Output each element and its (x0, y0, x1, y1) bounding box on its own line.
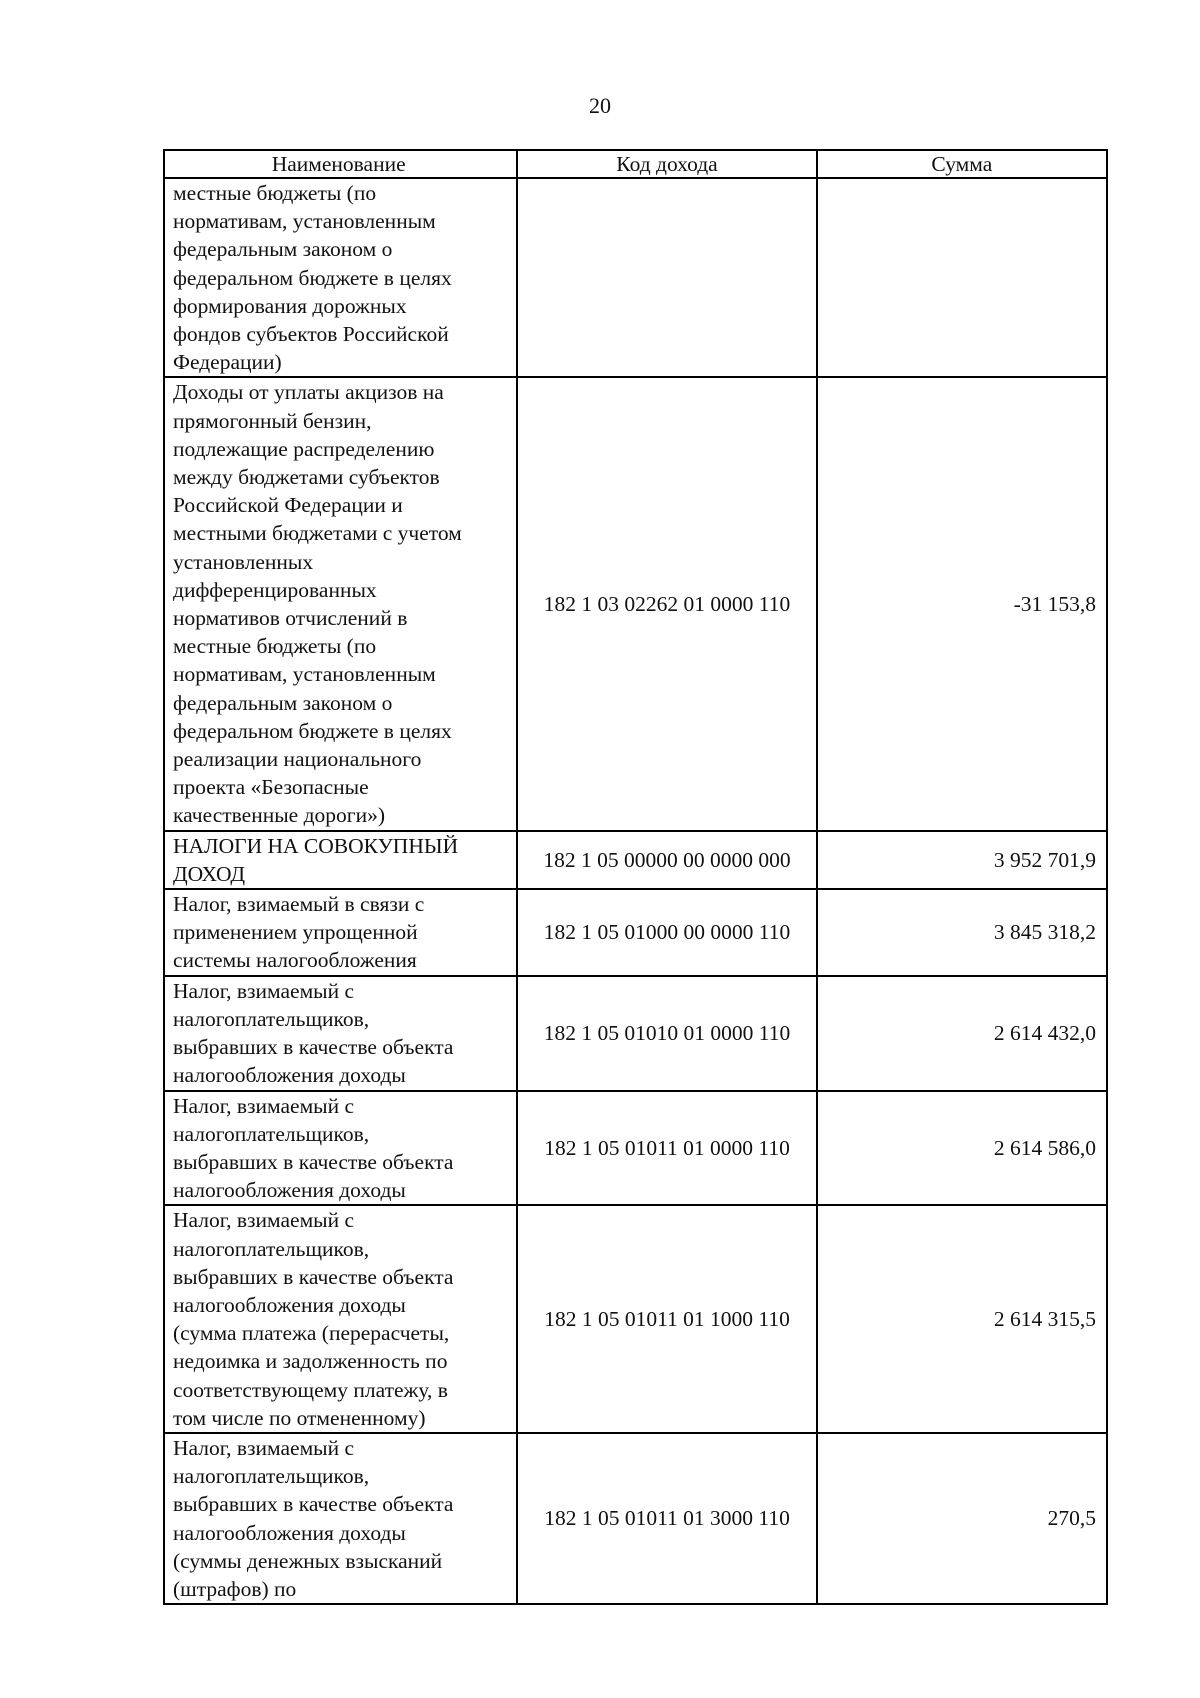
revenue-table (163, 149, 1108, 1605)
table-row (164, 377, 1107, 830)
row-name-cell: Налог, взимаемый в связи с применением упрощенной системы налогообложения (164, 889, 517, 976)
row-sum-cell (817, 178, 1107, 377)
row-sum-cell: 3 845 318,2 (817, 889, 1107, 976)
row-code-cell (517, 178, 816, 377)
table-header-row (164, 150, 1107, 178)
row-code-cell: 182 1 05 01000 00 0000 110 (517, 889, 816, 976)
table-row (164, 831, 1107, 889)
row-sum-cell: 2 614 586,0 (817, 1091, 1107, 1206)
header-code: Код дохода (517, 150, 816, 178)
page-number: 20 (589, 93, 611, 118)
row-code-cell: 182 1 05 01011 01 1000 110 (517, 1205, 816, 1433)
row-name-cell: Налог, взимаемый с налогоплательщиков, выбравших в качестве объекта налогообложения доходы (164, 1091, 517, 1206)
table-row (164, 889, 1107, 976)
row-code-cell: 182 1 03 02262 01 0000 110 (517, 377, 816, 830)
row-sum-cell: 2 614 315,5 (817, 1205, 1107, 1433)
table-row (164, 1433, 1107, 1604)
row-code-cell: 182 1 05 01011 01 0000 110 (517, 1091, 816, 1206)
table-row (164, 1205, 1107, 1433)
header-name: Наименование (164, 150, 517, 178)
row-code-cell: 182 1 05 01011 01 3000 110 (517, 1433, 816, 1604)
table-row (164, 1091, 1107, 1206)
row-sum-cell: -31 153,8 (817, 377, 1107, 830)
row-sum-cell: 270,5 (817, 1433, 1107, 1604)
row-name-cell: Налог, взимаемый с налогоплательщиков, выбравших в качестве объекта налогообложения доходы (суммы денежных взысканий (штрафов) по (164, 1433, 517, 1604)
row-code-cell: 182 1 05 00000 00 0000 000 (517, 831, 816, 889)
row-name-cell: местные бюджеты (по нормативам, установленным федеральным законом о федеральном бюджете в целях формирования дорожных фондов субъектов Российской Федерации) (164, 178, 517, 377)
row-code-cell: 182 1 05 01010 01 0000 110 (517, 976, 816, 1091)
row-name-cell: Налог, взимаемый с налогоплательщиков, выбравших в качестве объекта налогообложения доходы (164, 976, 517, 1091)
row-name-cell: Доходы от уплаты акцизов на прямогонный бензин, подлежащие распределению между бюджетами субъектов Российской Федерации и местными бюджетами с учетом установленных дифференцированных нормативов отчислений в местные бюджеты (по нормативам, установленным федеральным законом о федеральном бюджете в целях реализации национального проекта «Безопасные качественные дороги») (164, 377, 517, 830)
row-sum-cell: 3 952 701,9 (817, 831, 1107, 889)
row-name-cell: НАЛОГИ НА СОВОКУПНЫЙ ДОХОД (164, 831, 517, 889)
header-sum: Сумма (817, 150, 1107, 178)
table-row (164, 976, 1107, 1091)
table-row (164, 178, 1107, 377)
row-sum-cell: 2 614 432,0 (817, 976, 1107, 1091)
row-name-cell: Налог, взимаемый с налогоплательщиков, выбравших в качестве объекта налогообложения доходы (сумма платежа (перерасчеты, недоимка и задолженность по соответствующему платежу, в том числе по отмененному) (164, 1205, 517, 1433)
